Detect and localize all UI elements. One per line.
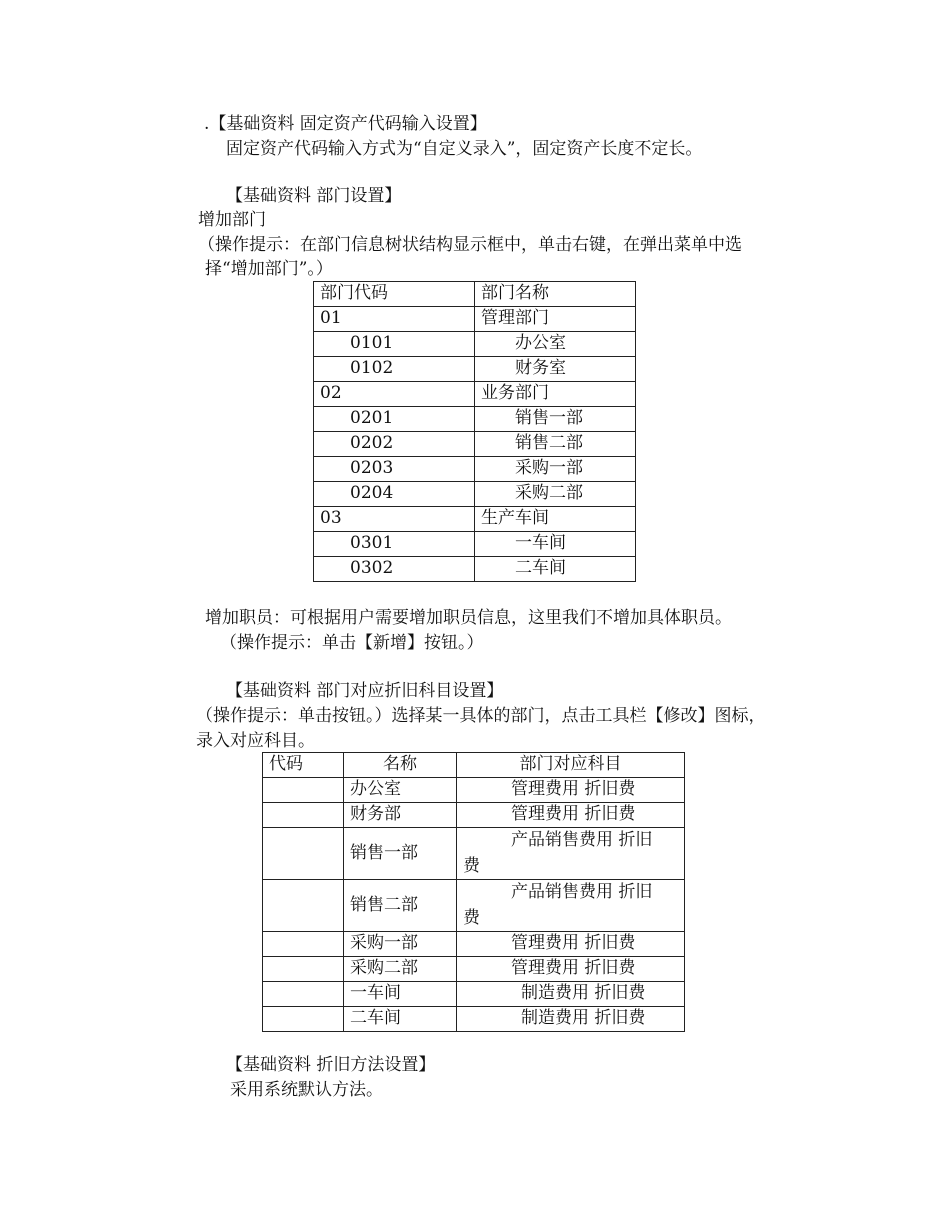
table-header-row (263, 753, 685, 778)
dept-name: 一车间 (475, 532, 636, 557)
acct-dept: 二车间 (344, 1007, 457, 1032)
dept-code: 0101 (314, 332, 475, 357)
depreciation-method-text: 采用系统默认方法。 (230, 1080, 383, 1100)
dept-name: 办公室 (475, 332, 636, 357)
acct-code (263, 982, 344, 1007)
dept-name: 采购二部 (475, 482, 636, 507)
dept-code: 03 (314, 507, 475, 532)
header-dept-name: 部门名称 (475, 282, 636, 307)
dept-code: 0204 (314, 482, 475, 507)
dept-name: 销售一部 (475, 407, 636, 432)
department-hint-line1: （操作提示：在部门信息树状结构显示框中，单击右键，在弹出菜单中选 (198, 235, 742, 255)
acct-code (263, 880, 344, 932)
acct-code (263, 778, 344, 803)
table-row (314, 507, 636, 532)
table-row (263, 803, 685, 828)
add-staff-hint: （操作提示：单击【新增】按钮。） (220, 633, 484, 653)
section-heading-fixed-asset-code: .【基础资料 固定资产代码输入设置】 (204, 114, 487, 134)
department-table (313, 281, 636, 582)
acct-dept: 销售二部 (344, 880, 457, 932)
department-account-table (262, 752, 685, 1032)
acct-code (263, 957, 344, 982)
add-staff-text: 增加职员：可根据用户需要增加职员信息，这里我们不增加具体职员。 (205, 608, 732, 628)
acct-subject: 管理费用 折旧费 (457, 957, 685, 982)
table-row (314, 432, 636, 457)
table-row (314, 457, 636, 482)
acct-code (263, 803, 344, 828)
table-row (314, 332, 636, 357)
header-dept-code: 部门代码 (314, 282, 475, 307)
acct-subject: 制造费用 折旧费 (457, 982, 685, 1007)
table-row (314, 482, 636, 507)
acct-dept: 财务部 (344, 803, 457, 828)
acct-dept: 办公室 (344, 778, 457, 803)
table-row (263, 932, 685, 957)
table-row (314, 407, 636, 432)
dept-name: 二车间 (475, 557, 636, 582)
acct-subject (457, 880, 685, 932)
table-row (314, 382, 636, 407)
acct-code (263, 828, 344, 880)
department-hint-line2: 择“增加部门”。） (205, 259, 333, 279)
table-row (314, 557, 636, 582)
table-row (263, 778, 685, 803)
dept-code: 0203 (314, 457, 475, 482)
table-row (314, 357, 636, 382)
header-name: 名称 (344, 753, 457, 778)
section-heading-depreciation-account: 【基础资料 部门对应折旧科目设置】 (226, 681, 504, 701)
acct-dept: 销售一部 (344, 828, 457, 880)
dept-code: 0302 (314, 557, 475, 582)
dept-code: 01 (314, 307, 475, 332)
header-code: 代码 (263, 753, 344, 778)
section-heading-department: 【基础资料 部门设置】 (226, 186, 402, 206)
depreciation-hint-line2: 录入对应科目。 (196, 731, 315, 751)
dept-code: 02 (314, 382, 475, 407)
add-department-subheading: 增加部门 (198, 210, 266, 230)
header-account: 部门对应科目 (457, 753, 685, 778)
table-row (263, 880, 685, 932)
dept-name: 采购一部 (475, 457, 636, 482)
table-row (263, 957, 685, 982)
acct-dept: 一车间 (344, 982, 457, 1007)
acct-subject-line2: 费 (463, 907, 480, 928)
acct-subject-line1: 产品销售费用 折旧 (511, 882, 653, 902)
table-row (263, 828, 685, 880)
table-header-row (314, 282, 636, 307)
acct-subject: 管理费用 折旧费 (457, 778, 685, 803)
table-row (263, 982, 685, 1007)
fixed-asset-code-text: 固定资产代码输入方式为“自定义录入”，固定资产长度不定长。 (226, 139, 703, 159)
acct-dept: 采购一部 (344, 932, 457, 957)
acct-subject-line2: 费 (463, 855, 480, 876)
acct-subject (457, 828, 685, 880)
depreciation-hint-line1: （操作提示：单击按钮。）选择某一具体的部门，点击工具栏【修改】图标， (196, 706, 766, 726)
table-row (314, 532, 636, 557)
dept-name: 业务部门 (475, 382, 636, 407)
acct-subject-line1: 产品销售费用 折旧 (511, 830, 653, 850)
acct-dept: 采购二部 (344, 957, 457, 982)
dept-code: 0202 (314, 432, 475, 457)
table-row (263, 1007, 685, 1032)
section-heading-depreciation-method: 【基础资料 折旧方法设置】 (226, 1055, 436, 1075)
acct-subject: 管理费用 折旧费 (457, 803, 685, 828)
dept-code: 0301 (314, 532, 475, 557)
dept-name: 管理部门 (475, 307, 636, 332)
acct-subject: 管理费用 折旧费 (457, 932, 685, 957)
acct-code (263, 932, 344, 957)
acct-code (263, 1007, 344, 1032)
table-row (314, 307, 636, 332)
acct-subject: 制造费用 折旧费 (457, 1007, 685, 1032)
dept-name: 生产车间 (475, 507, 636, 532)
dept-code: 0201 (314, 407, 475, 432)
dept-code: 0102 (314, 357, 475, 382)
dept-name: 销售二部 (475, 432, 636, 457)
dept-name: 财务室 (475, 357, 636, 382)
